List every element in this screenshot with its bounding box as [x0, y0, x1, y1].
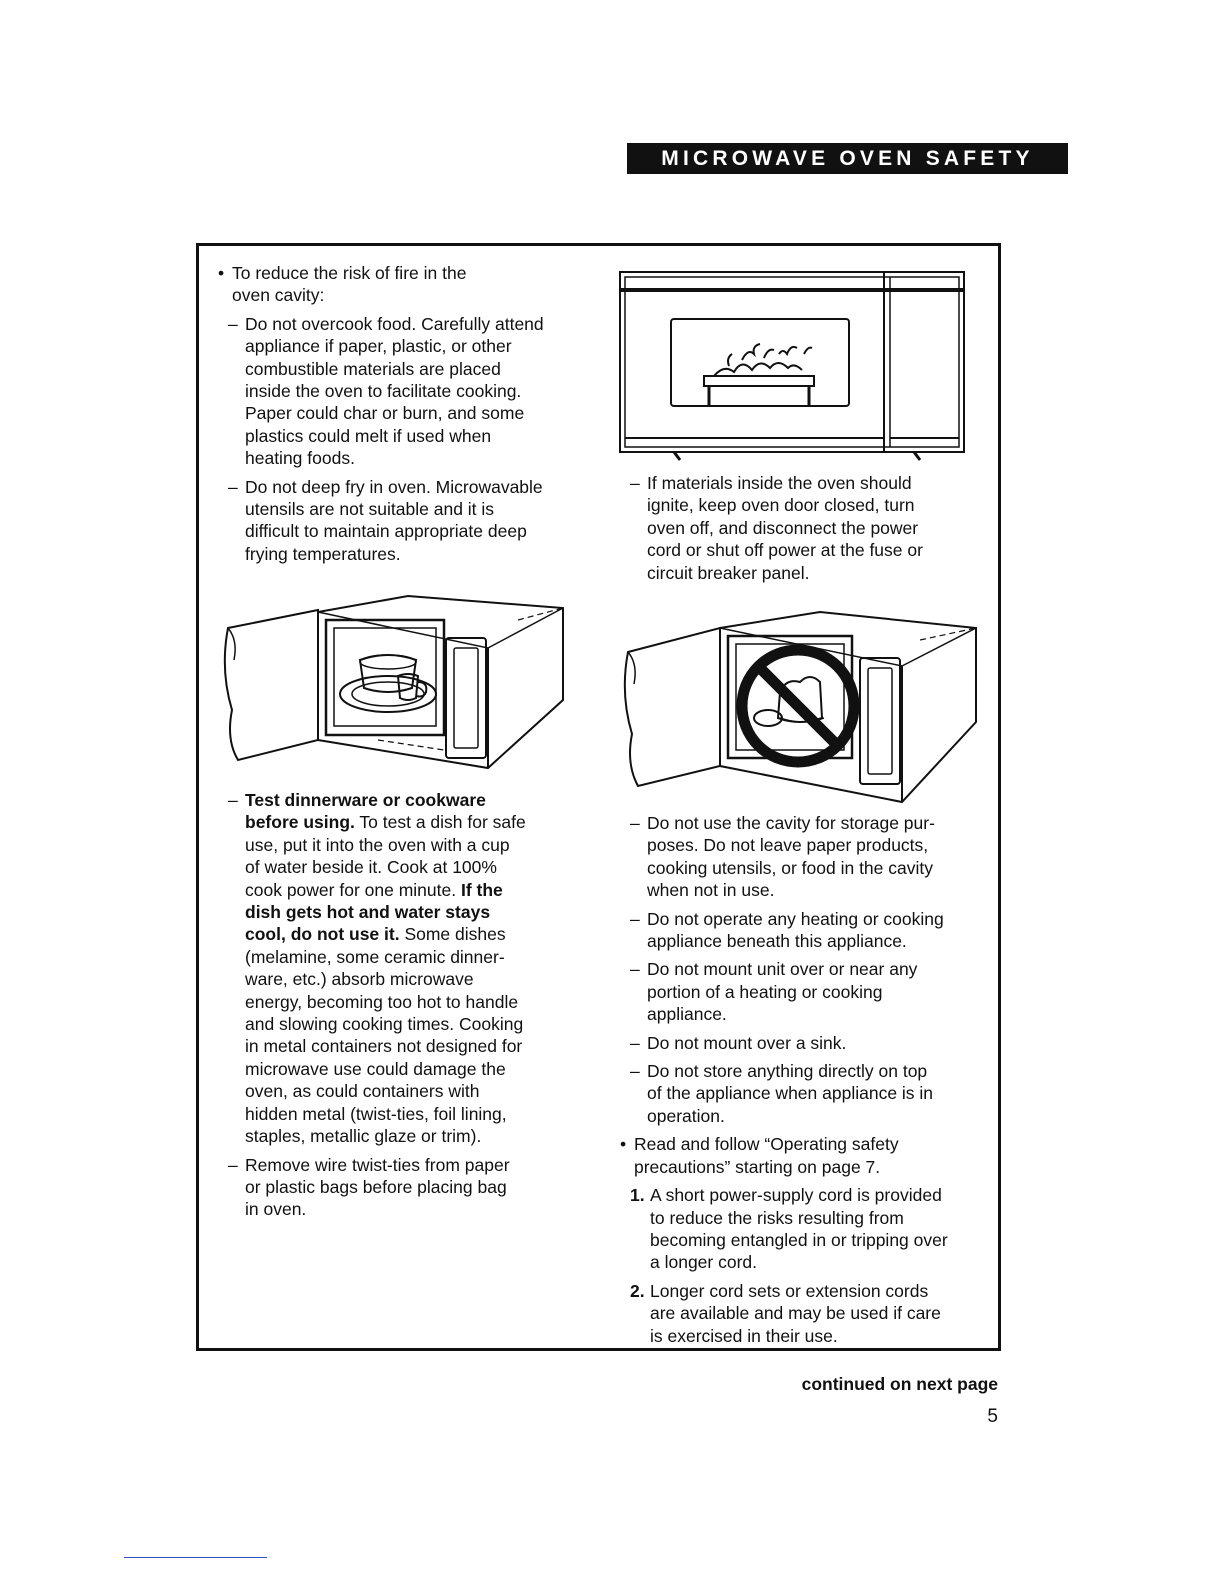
mount-near-item: – Do not mount unit over or near any portion of a heating or cooking appliance. — [630, 959, 918, 1025]
oven-fire-illustration — [614, 268, 968, 468]
cord-item-2: 2. Longer cord sets or extension cords are available and may be used if care is exercised in their use. — [630, 1280, 941, 1346]
overcook-item: – Do not overcook food. Carefully attend appliance if paper, plastic, or other combustible materials are placed inside the oven to facilitate cooking. Paper could char or burn, and some plastics could melt if used when heating foods. — [228, 313, 544, 469]
sink-item: – Do not mount over a sink. — [630, 1032, 847, 1053]
heating-appliance-item: – Do not operate any heating or cooking appliance beneath this appliance. — [630, 908, 944, 952]
cord-item-1: 1. A short power-supply cord is provided to reduce the risks resulting from becoming entangled in or tripping over a longer cord. — [630, 1185, 948, 1273]
deep-fry-item: – Do not deep fry in oven. Microwavable utensils are not suitable and it is difficult to maintain appropriate deep frying temperatures. — [228, 476, 543, 564]
test-dinnerware-item: – Test dinnerware or cookware before using. To test a dish for safe use, put it into the oven with a cup of water beside it. Cook at 100% cook power for one minute. If the dish gets hot and water stays cool, do not use it. Some dishes (melamine, some ceramic dinner- ware, etc.) absorb microwave energy, becoming too hot to handle and slowing cooking times. Cooking in metal containers not designed for microwave use could damage the oven, as could containers with hidden metal (twist-ties, foil lining, staples, metallic glaze or trim). — [228, 790, 526, 1147]
no-storage-illustration — [620, 606, 982, 806]
dish-test-illustration — [218, 590, 568, 780]
continued-note: continued on next page — [801, 1374, 998, 1394]
operating-precautions-bullet: • Read and follow “Operating safety precautions” starting on page 7. — [620, 1134, 899, 1177]
section-title: MICROWAVE OVEN SAFETY — [627, 143, 1068, 174]
ignite-section — [630, 472, 992, 590]
fire-risk-section — [218, 262, 590, 571]
dinnerware-section — [228, 789, 576, 1227]
storage-section — [620, 812, 992, 1353]
fire-risk-bullet: • To reduce the risk of fire in the oven cavity: — [218, 263, 467, 306]
storage-item: – Do not use the cavity for storage pur- poses. Do not leave paper products, cooking utensils, or food in the cavity when not in use. — [630, 813, 935, 901]
ignite-item: – If materials inside the oven should ignite, keep oven door closed, turn oven off, and disconnect the power cord or shut off power at the fuse or circuit breaker panel. — [630, 473, 923, 583]
twist-ties-item: – Remove wire twist-ties from paper or plastic bags before placing bag in oven. — [228, 1154, 510, 1220]
footer-rule — [124, 1557, 267, 1558]
store-on-top-item: – Do not store anything directly on top of the appliance when appliance is in operation. — [630, 1061, 934, 1126]
page-number: 5 — [987, 1406, 998, 1427]
